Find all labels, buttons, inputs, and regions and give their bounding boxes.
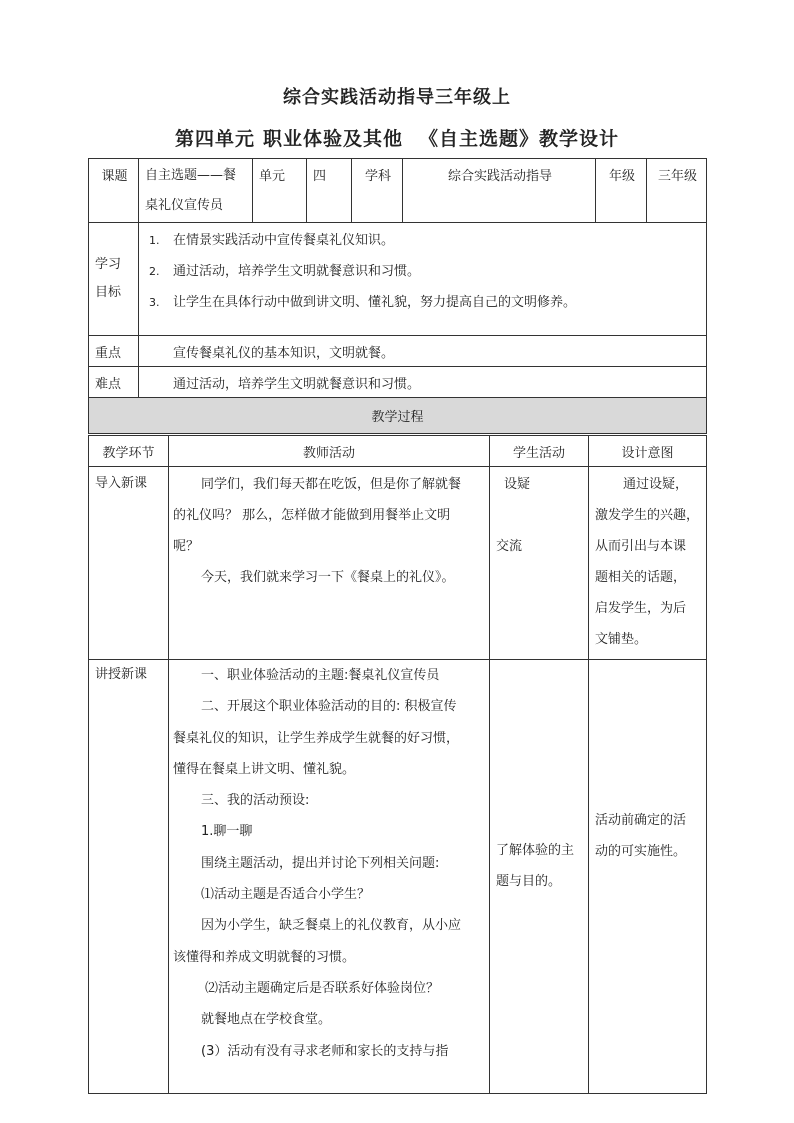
goals-list (139, 223, 707, 336)
text-line: 就餐地点在学校食堂。 (201, 1012, 332, 1028)
column-header: 设计意图 (589, 436, 707, 467)
intro-teacher-activity (169, 467, 490, 660)
process-heading: 教学过程 (89, 398, 707, 434)
text-line: 的礼仪吗？ 那么，怎样做才能做到用餐举止文明 (173, 508, 451, 523)
goal-text: 让学生在具体行动中做到讲文明、懂礼貌，努力提高自己的文明修养。 (173, 295, 577, 310)
subject-value: 综合实践活动指导 (403, 159, 596, 223)
text-line: 三、我的活动预设: (201, 793, 310, 809)
text-line: ⑴活动主题是否适合小学生？ (201, 887, 371, 903)
subtitle-unit: 第四单元 (174, 128, 255, 150)
document-title: 综合实践活动指导三年级上 (283, 87, 511, 108)
subject-label: 学科 (352, 159, 403, 223)
difficulty-text: 通过活动，培养学生文明就餐意识和习惯。 (139, 367, 707, 398)
unit-label: 单元 (253, 159, 307, 223)
info-row (89, 159, 707, 223)
process-table (88, 435, 707, 1094)
text-line: 懂得在餐桌上讲文明、懂礼貌。 (173, 761, 356, 777)
topic-value (139, 159, 253, 223)
text-line: ⑵活动主题确定后是否联系好体验岗位？ (205, 980, 440, 996)
topic-value-line: 桌礼仪宣传员 (145, 198, 224, 213)
text-line: 启发学生，为后 (595, 601, 687, 616)
text-line: 文铺垫。 (595, 632, 648, 647)
goal-text: 通过活动，培养学生文明就餐意识和习惯。 (173, 264, 421, 279)
difficulty-row (89, 367, 707, 398)
difficulty-label: 难点 (89, 367, 139, 398)
text-line: 餐桌礼仪的知识，让学生养成学生就餐的好习惯， (173, 730, 460, 746)
text-line: 通过设疑， (623, 477, 689, 492)
grade-label: 年级 (596, 159, 647, 223)
grade-value: 三年级 (647, 159, 707, 223)
text-line: 动的可实施性。 (595, 844, 687, 859)
intro-design-intent (589, 467, 707, 660)
text-line: 设疑 (504, 477, 531, 492)
goals-label-line: 学习 (95, 257, 122, 272)
lecture-design-intent (589, 660, 707, 1094)
text-line: 呢？ (173, 539, 200, 554)
goal-number: 2. (149, 265, 160, 278)
unit-value: 四 (307, 159, 352, 223)
lecture-stage: 讲授新课 (89, 660, 169, 1094)
key-point-label: 重点 (89, 336, 139, 367)
goals-label (89, 223, 139, 336)
goal-item (139, 225, 706, 256)
key-point-row (89, 336, 707, 367)
goal-number: 3. (149, 296, 160, 309)
column-header: 教学环节 (89, 436, 169, 467)
intro-student-activity (490, 467, 589, 660)
column-header: 教师活动 (169, 436, 490, 467)
topic-value-line: 自主选题——餐 (145, 168, 237, 183)
subtitle-lesson: 《自主选题》教学设计 (419, 128, 620, 150)
text-line: 交流 (496, 539, 523, 554)
text-line: 激发学生的兴趣， (595, 508, 700, 523)
lecture-row (89, 660, 707, 1094)
process-heading-row (89, 398, 707, 434)
text-line: 题与目的。 (496, 874, 562, 889)
text-line: 题相关的话题， (595, 570, 687, 585)
text-line: 围绕主题活动，提出并讨论下列相关问题: (201, 855, 440, 871)
topic-label: 课题 (89, 159, 139, 223)
text-line: 活动前确定的活 (595, 813, 687, 828)
text-line: 同学们，我们每天都在吃饭，但是你了解就餐 (201, 477, 462, 492)
goal-number: 1. (149, 234, 160, 247)
text-line: 1.聊一聊 (201, 824, 253, 840)
text-line: 一、职业体验活动的主题:餐桌礼仪宣传员 (201, 668, 440, 683)
goal-text: 在情景实践活动中宣传餐桌礼仪知识。 (173, 233, 395, 248)
goal-item (139, 287, 706, 318)
intro-row (89, 467, 707, 660)
lecture-student-activity (490, 660, 589, 1094)
text-line: 了解体验的主 (496, 843, 575, 858)
text-line: 该懂得和养成文明就餐的习惯。 (173, 949, 356, 965)
goal-item (139, 256, 706, 287)
key-point-text: 宣传餐桌礼仪的基本知识，文明就餐。 (139, 336, 707, 367)
lecture-teacher-activity (169, 660, 490, 1094)
intro-stage: 导入新课 (89, 467, 169, 660)
column-header: 学生活动 (490, 436, 589, 467)
process-header-row (89, 436, 707, 467)
text-line: 今天，我们就来学习一下《餐桌上的礼仪》。 (201, 570, 455, 585)
subtitle-topic: 职业体验及其他 (262, 128, 403, 150)
text-line: 二、开展这个职业体验活动的目的: 积极宣传 (201, 699, 457, 715)
document-subtitle (0, 124, 794, 151)
text-line: 从而引出与本课 (595, 539, 687, 554)
text-line: (3）活动有没有寻求老师和家长的支持与指 (201, 1043, 449, 1059)
goals-label-line: 目标 (95, 285, 122, 300)
text-line (496, 500, 584, 531)
text-line: 因为小学生，缺乏餐桌上的礼仪教育，从小应 (201, 918, 462, 934)
goals-row (89, 223, 707, 336)
lesson-info-table (88, 158, 707, 434)
